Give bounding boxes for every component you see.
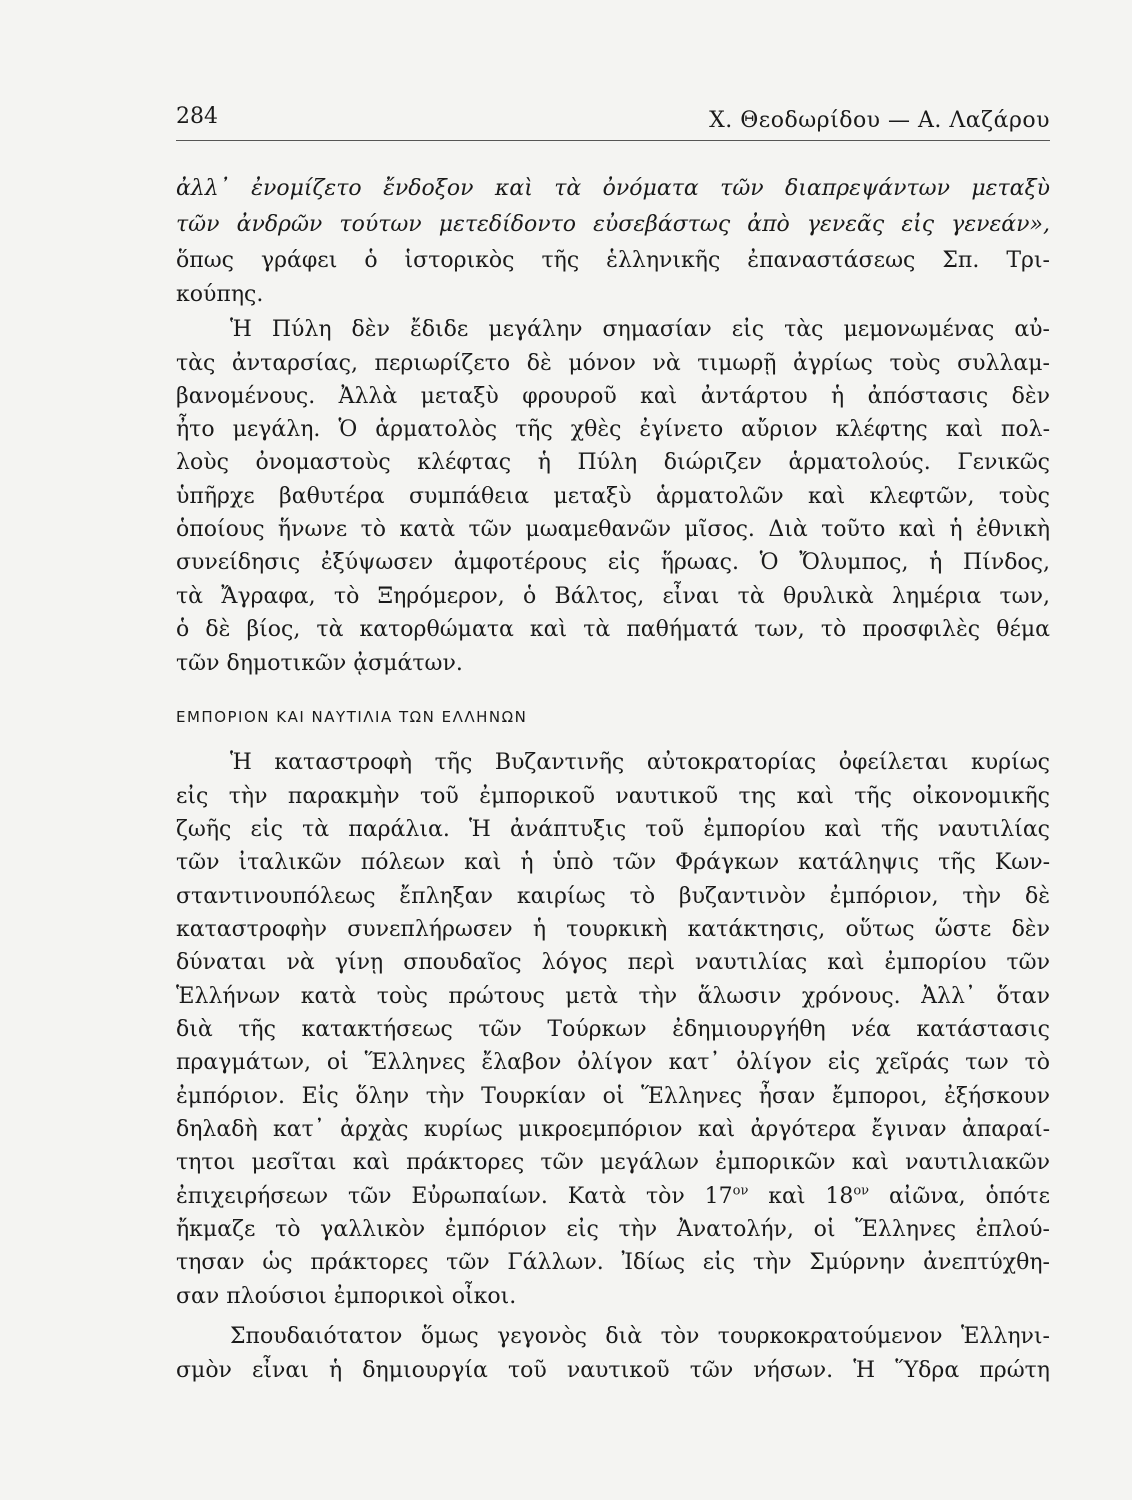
text-line: ἐμπόριον. Εἰς ὅλην τὴν Τουρκίαν οἱ Ἕλληνες ἦσαν ἔμποροι, ἐξήσκουν xyxy=(176,1084,1050,1109)
text-line xyxy=(176,1180,1050,1214)
text-line: ὁποίους ἥνωνε τὸ κατὰ τῶν μωαμεθανῶν μῖσος. Διὰ τοῦτο καὶ ἡ ἐθνικὴ xyxy=(176,517,1050,542)
text-line: ζωῆς εἰς τὰ παράλια. Ἡ ἀνάπτυξις τοῦ ἐμπορίου καὶ τῆς ναυτιλίας xyxy=(176,817,1050,842)
text-line: Ἡ Πύλη δὲν ἔδιδε μεγάλην σημασίαν εἰς τὰς μεμονωμένας αὐ- xyxy=(230,317,1050,342)
text-line: Ἑλλήνων κατὰ τοὺς πρώτους μετὰ τὴν ἅλωσιν χρόνους. Ἀλλ᾿ ὅταν xyxy=(176,984,1050,1009)
text-segment: αἰῶνα, ὁπότε xyxy=(869,1184,1050,1209)
text-line: τησαν ὡς πράκτορες τῶν Γάλλων. Ἰδίως εἰς τὴν Σμύρνην ἀνεπτύχθη- xyxy=(176,1250,1050,1275)
text-line: εἰς τὴν παρακμὴν τοῦ ἐμπορικοῦ ναυτικοῦ της καὶ τῆς οἰκονομικῆς xyxy=(176,784,1050,809)
text-line: δύναται νὰ γίνῃ σπουδαῖος λόγος περὶ ναυτιλίας καὶ ἐμπορίου τῶν xyxy=(176,950,1050,975)
text-line: τῶν ἀνδρῶν τούτων μετεδίδοντο εὐσεβάστως ἀπὸ γενεᾶς εἰς γενεάν», xyxy=(176,212,1050,237)
text-line: σμὸν εἶναι ἡ δημιουργία τοῦ ναυτικοῦ τῶν νήσων. Ἡ Ὕδρα πρώτη xyxy=(176,1358,1050,1383)
text-line: βανομένους. Ἀλλὰ μεταξὺ φρουροῦ καὶ ἀντάρτου ἡ ἀπόστασις δὲν xyxy=(176,384,1050,409)
page-number: 284 xyxy=(176,104,218,129)
text-line: τῶν ἰταλικῶν πόλεων καὶ ἡ ὑπὸ τῶν Φράγκων κατάληψις τῆς Κων- xyxy=(176,850,1050,875)
text-segment: ἐπιχειρήσεων τῶν Εὐρωπαίων. Κατὰ τὸν 17 xyxy=(176,1184,733,1209)
text-line: τὰς ἀνταρσίας, περιωρίζετο δὲ μόνον νὰ τιμωρῇ ἀγρίως τοὺς συλλαμ- xyxy=(176,351,1050,376)
text-line: πραγμάτων, οἱ Ἕλληνες ἔλαβον ὀλίγον κατ᾿ ὀλίγον εἰς χεῖράς των τὸ xyxy=(176,1050,1050,1075)
text-line: σαν πλούσιοι ἐμπορικοὶ οἶκοι. xyxy=(176,1284,517,1309)
text-line: δηλαδὴ κατ᾿ ἀρχὰς κυρίως μικροεμπόριον καὶ ἀργότερα ἔγιναν ἀπαραί- xyxy=(176,1117,1050,1142)
section-heading: ΕΜΠΟΡΙΟΝ ΚΑΙ ΝΑΥΤΙΛΙΑ ΤΩΝ ΕΛΛΗΝΩΝ xyxy=(176,708,528,726)
text-line: διὰ τῆς κατακτήσεως τῶν Τούρκων ἐδημιουργήθη νέα κατάστασις xyxy=(176,1017,1050,1042)
text-line: συνείδησις ἐξύψωσεν ἀμφοτέρους εἰς ἥρωας. Ὁ Ὄλυμπος, ἡ Πίνδος, xyxy=(176,550,1050,575)
text-line: ὁ δὲ βίος, τὰ κατορθώματα καὶ τὰ παθήματά των, τὸ προσφιλὲς θέμα xyxy=(176,617,1050,642)
ordinal-superscript: ον xyxy=(732,1183,749,1199)
text-line: σταντινουπόλεως ἔπληξαν καιρίως τὸ βυζαντινὸν ἐμπόριον, τὴν δὲ xyxy=(176,884,1050,909)
text-segment: καὶ 18 xyxy=(748,1184,854,1209)
page-header xyxy=(176,96,1050,141)
text-line: λοὺς ὀνομαστοὺς κλέφτας ἡ Πύλη διώριζεν ἁρματολούς. Γενικῶς xyxy=(176,450,1050,475)
running-title: Χ. Θεοδωρίδου — Α. Λαζάρου xyxy=(709,108,1050,133)
text-line: τὰ Ἄγραφα, τὸ Ξηρόμερον, ὁ Βάλτος, εἶναι τὰ θρυλικὰ λημέρια των, xyxy=(176,584,1050,609)
text-line: ἤκμαζε τὸ γαλλικὸν ἐμπόριον εἰς τὴν Ἀνατολήν, οἱ Ἕλληνες ἐπλού- xyxy=(176,1217,1050,1242)
text-line: Ἡ καταστροφὴ τῆς Βυζαντινῆς αὐτοκρατορίας ὀφείλεται κυρίως xyxy=(230,750,1050,775)
text-line: τητοι μεσῖται καὶ πράκτορες τῶν μεγάλων ἐμπορικῶν καὶ ναυτιλιακῶν xyxy=(176,1150,1050,1175)
ordinal-superscript: ον xyxy=(853,1183,870,1199)
text-line: τῶν δημοτικῶν ᾀσμάτων. xyxy=(176,651,463,676)
text-line: ἀλλ᾿ ἐνομίζετο ἔνδοξον καὶ τὰ ὀνόματα τῶν διαπρεψάντων μεταξὺ xyxy=(176,176,1050,201)
text-line: κούπης. xyxy=(176,282,264,307)
text-line: Σπουδαιότατον ὅμως γεγονὸς διὰ τὸν τουρκοκρατούμενον Ἑλληνι- xyxy=(230,1324,1050,1349)
text-line: ὑπῆρχε βαθυτέρα συμπάθεια μεταξὺ ἁρματολῶν καὶ κλεφτῶν, τοὺς xyxy=(176,484,1050,509)
text-line: ὅπως γράφει ὁ ἱστορικὸς τῆς ἑλληνικῆς ἐπαναστάσεως Σπ. Τρι- xyxy=(176,248,1050,273)
text-line: καταστροφὴν συνεπλήρωσεν ἡ τουρκικὴ κατάκτησις, οὕτως ὥστε δὲν xyxy=(176,917,1050,942)
text-line: ἦτο μεγάλη. Ὁ ἁρματολὸς τῆς χθὲς ἐγίνετο αὔριον κλέφτης καὶ πολ- xyxy=(176,417,1050,442)
